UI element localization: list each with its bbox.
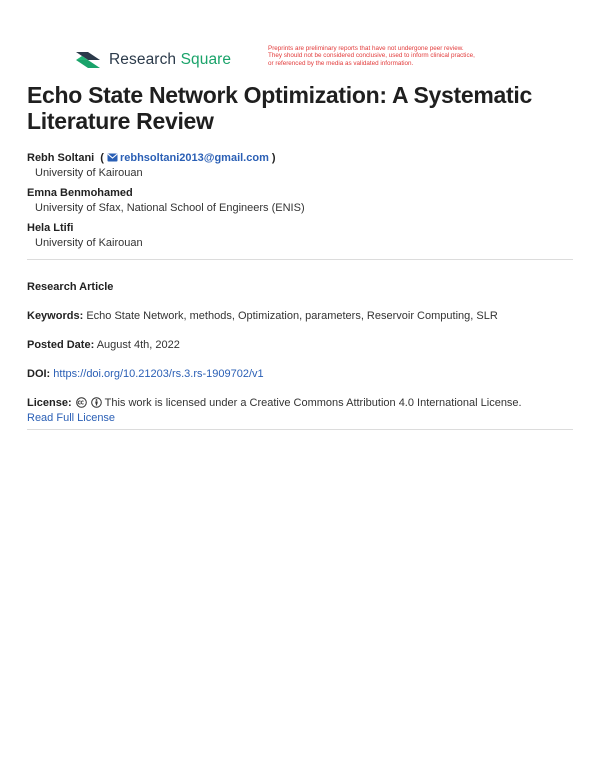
posted-date-label: Posted Date:: [27, 339, 95, 351]
cc-icon: [76, 397, 87, 408]
author-affiliation: University of Kairouan: [35, 167, 143, 179]
paper-title: Echo State Network Optimization: A Systematic Literature Review: [27, 82, 532, 134]
doi-row: [27, 367, 573, 382]
disclaimer-line: or referenced by the media as validated information.: [268, 59, 414, 67]
license-text: This work is licensed under a Creative Commons Attribution 4.0 International License.: [104, 397, 522, 409]
posted-date-value: August 4th, 2022: [96, 339, 180, 351]
page-header: [0, 0, 600, 82]
author-email-link[interactable]: rebhsoltani2013@gmail.com: [119, 152, 269, 164]
preprint-disclaimer: [268, 45, 548, 67]
license-row: [27, 396, 573, 426]
keywords-value: Echo State Network, methods, Optimization, parameters, Reservoir Computing, SLR: [86, 310, 498, 322]
logo-word-research: Research: [109, 51, 177, 68]
disclaimer-line: They should not be considered conclusive, used to inform clinical practice,: [268, 52, 475, 60]
cc-by-icon: [91, 397, 102, 408]
license-label: License:: [27, 397, 72, 409]
keywords-label: Keywords:: [27, 310, 84, 322]
disclaimer-line: Preprints are preliminary reports that have not undergone peer review.: [268, 45, 464, 52]
logo-word-square: Square: [180, 51, 232, 68]
author-entry: [27, 151, 573, 166]
doi-label: DOI:: [27, 368, 51, 380]
logo-text: [109, 51, 231, 69]
author-affiliation: University of Kairouan: [35, 237, 143, 249]
posted-date-row: [27, 338, 573, 353]
research-square-logo[interactable]: [74, 50, 231, 70]
author-name: Hela Ltifi: [27, 222, 74, 234]
paper-metadata: [27, 280, 573, 426]
doi-link[interactable]: https://doi.org/10.21203/rs.3.rs-1909702/v1: [53, 368, 264, 380]
article-type: Research Article: [27, 281, 114, 293]
research-square-logo-icon: [74, 50, 102, 70]
keywords-row: [27, 309, 573, 324]
read-full-license-link[interactable]: Read Full License: [27, 412, 116, 424]
section-divider: [27, 259, 573, 260]
author-affiliation: University of Sfax, National School of Engineers (ENIS): [35, 202, 305, 214]
author-list: [27, 151, 573, 251]
author-name: Emna Benmohamed: [27, 187, 133, 199]
paper-info: [27, 82, 573, 430]
author-email-wrapper: ( rebhsoltani2013@gmail.com ): [100, 152, 276, 164]
email-icon: [107, 153, 118, 162]
author-name: Rebh Soltani: [27, 152, 95, 164]
section-divider: [27, 429, 573, 430]
